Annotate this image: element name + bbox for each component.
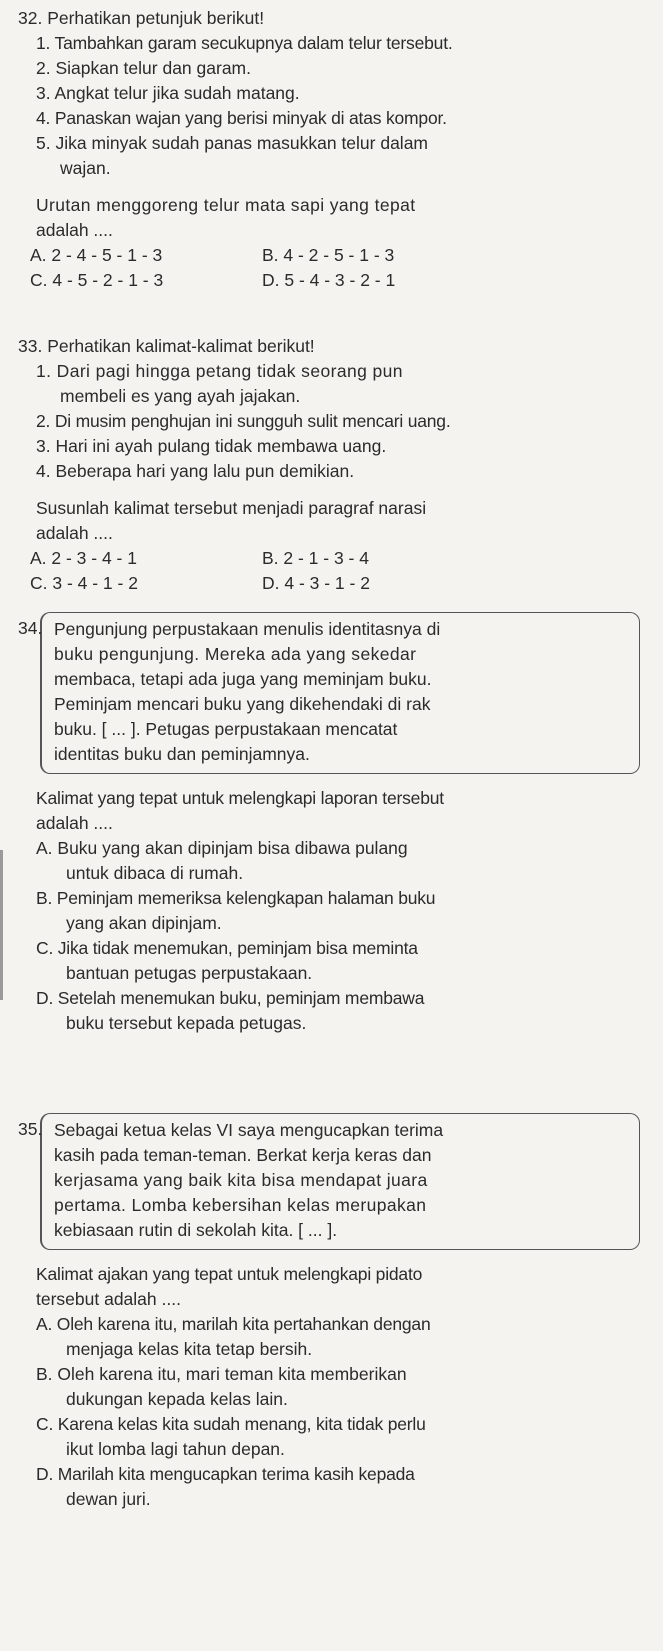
question-text: Kalimat ajakan yang tepat untuk melengkapi pidato [36,1264,423,1284]
passage-line: Peminjam mencari buku yang dikehendaki di rak [54,694,431,714]
question-32 [18,6,658,293]
option-text: untuk dibaca di rumah. [66,863,244,883]
option-b[interactable] [18,886,658,936]
question-number: 32. [18,8,43,28]
passage-line: Sebagai ketua kelas VI saya mengucapkan terima [54,1120,444,1140]
option-b[interactable]: B. 2 - 1 - 3 - 4 [262,548,369,568]
step: 3. Angkat telur jika sudah matang. [36,83,300,103]
option-a[interactable]: A. 2 - 3 - 4 - 1 [30,548,137,568]
question-intro: Perhatikan kalimat-kalimat berikut! [47,336,315,356]
step: 2. Siapkan telur dan garam. [36,58,251,78]
option-text: B. Peminjam memeriksa kelengkapan halaman buku [36,888,436,908]
passage-line: kerjasama yang baik kita bisa mendapat juara [54,1170,428,1190]
option-text: menjaga kelas kita tetap bersih. [66,1339,313,1359]
option-text: C. Jika tidak menemukan, peminjam bisa meminta [36,938,418,958]
option-text: yang akan dipinjam. [66,913,222,933]
step-continuation: wajan. [60,158,111,178]
reading-passage-box [40,1113,640,1250]
passage-line: kasih pada teman-teman. Berkat kerja keras dan [54,1145,432,1165]
option-text: dewan juri. [66,1489,151,1509]
option-text: C. Karena kelas kita sudah menang, kita tidak perlu [36,1414,426,1434]
question-text: Kalimat yang tepat untuk melengkapi laporan tersebut [36,788,444,808]
question-number: 34. [18,618,43,638]
option-c[interactable]: C. 3 - 4 - 1 - 2 [30,573,138,593]
passage-line: identitas buku dan peminjamnya. [54,744,310,764]
passage-line: pertama. Lomba kebersihan kelas merupakan [54,1195,427,1215]
passage-line: membaca, tetapi ada juga yang meminjam buku. [54,669,432,689]
question-text: tersebut adalah .... [36,1289,181,1309]
option-a[interactable] [18,836,658,886]
question-33-header [18,334,658,359]
step: 1. Dari pagi hingga petang tidak seorang pun [36,361,403,381]
question-intro: Perhatikan petunjuk berikut! [47,8,265,28]
option-text: A. Oleh karena itu, marilah kita pertahankan dengan [36,1314,431,1334]
step: 5. Jika minyak sudah panas masukkan telur dalam [36,133,429,153]
option-text: D. Setelah menemukan buku, peminjam membawa [36,988,425,1008]
step-continuation: membeli es yang ayah jajakan. [60,386,301,406]
step: 4. Panaskan wajan yang berisi minyak di atas kompor. [36,108,447,128]
option-c[interactable]: C. 4 - 5 - 2 - 1 - 3 [30,270,164,290]
question-32-header [18,6,658,31]
passage-line: Pengunjung perpustakaan menulis identitasnya di [54,619,441,639]
question-34 [18,612,658,1036]
passage-line: buku pengunjung. Mereka ada yang sekedar [54,644,417,664]
passage-line: buku. [ ... ]. Petugas perpustakaan mencatat [54,719,398,739]
step: 3. Hari ini ayah pulang tidak membawa uang. [36,436,387,456]
question-text: Urutan menggoreng telur mata sapi yang tepat [36,195,416,215]
option-b[interactable] [18,1362,658,1412]
step: 4. Beberapa hari yang lalu pun demikian. [36,461,355,481]
option-d[interactable] [18,1462,658,1512]
option-b[interactable]: B. 4 - 2 - 5 - 1 - 3 [262,245,395,265]
option-a[interactable] [18,1312,658,1362]
question-text: adalah .... [36,523,113,543]
question-number: 33. [18,336,43,356]
option-text: B. Oleh karena itu, mari teman kita memberikan [36,1364,407,1384]
option-c[interactable] [18,1412,658,1462]
reading-passage-box [40,612,640,774]
option-text: D. Marilah kita mengucapkan terima kasih kepada [36,1464,415,1484]
option-d[interactable]: D. 5 - 4 - 3 - 2 - 1 [262,270,396,290]
step: 1. Tambahkan garam secukupnya dalam telur tersebut. [36,33,453,53]
question-text: Susunlah kalimat tersebut menjadi paragraf narasi [36,498,427,518]
page-edge-mark [0,850,3,1000]
option-text: ikut lomba lagi tahun depan. [66,1439,285,1459]
question-text: adalah .... [36,220,113,240]
option-text: bantuan petugas perpustakaan. [66,963,313,983]
question-35 [18,1113,658,1512]
option-text: A. Buku yang akan dipinjam bisa dibawa pulang [36,838,408,858]
option-d[interactable] [18,986,658,1036]
option-c[interactable] [18,936,658,986]
option-a[interactable]: A. 2 - 4 - 5 - 1 - 3 [30,245,163,265]
passage-line: kebiasaan rutin di sekolah kita. [ ... ]. [54,1220,338,1240]
step: 2. Di musim penghujan ini sungguh sulit mencari uang. [36,411,451,431]
answer-choices [18,243,658,293]
question-33 [18,334,658,596]
question-text: adalah .... [36,813,113,833]
option-text: buku tersebut kepada petugas. [66,1013,307,1033]
answer-choices [18,546,658,596]
question-number: 35. [18,1119,43,1139]
option-text: dukungan kepada kelas lain. [66,1389,288,1409]
option-d[interactable]: D. 4 - 3 - 1 - 2 [262,573,370,593]
